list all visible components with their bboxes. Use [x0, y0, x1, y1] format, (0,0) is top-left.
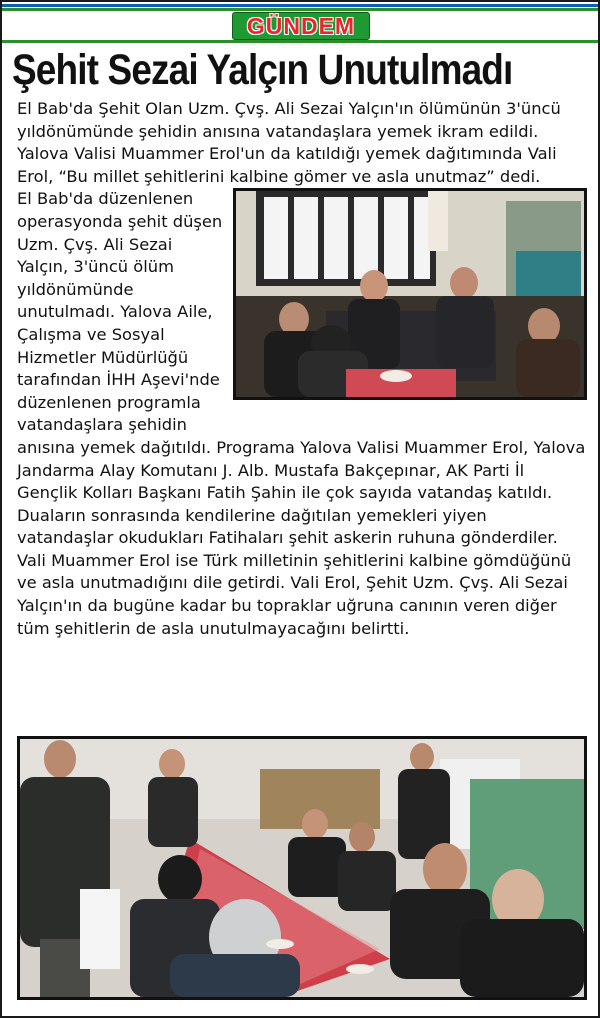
- section-header: [2, 12, 598, 38]
- photo-community-meal: [17, 736, 587, 1000]
- article-lead: El Bab'da Şehit Olan Uzm. Çvş. Ali Sezai Yalçın'ın ölümünün 3'üncü yıldönümünde şehidin anısına vatandaşlara yemek ikram edildi. Yalova Valisi Muammer Erol'un da katıldığı yemek dağıtımında Vali Erol, “Bu millet şehitlerini kalbine gömer ve asla unutmaz” dedi.: [17, 99, 561, 186]
- section-label: GÜNDEM: [232, 12, 370, 40]
- top-color-band: [2, 4, 598, 11]
- article-body: [17, 98, 587, 640]
- photo-officials-illustration: [236, 191, 584, 397]
- photo-meal-illustration: [20, 739, 584, 997]
- article-text: [17, 188, 587, 640]
- article-headline: Şehit Sezai Yalçın Unutulmadı: [12, 46, 513, 94]
- article-text-content: El Bab'da düzenlenen operasyonda şehit düşen Uzm. Çvş. Ali Sezai Yalçın, 3'üncü ölüm yıldönümünde unutulmadı. Yalova Aile, Çalışma ve Sosyal Hizmetler Müdürlüğü tarafından İHH Aşevi'nde düzenlenen programla vatandaşlara şehidin anısına yemek dağıtıldı. Programa Yalova Valisi Muammer Erol, Yalova Jandarma Alay Komutanı J. Alb. Mustafa Bakçepınar, AK Parti İl Gençlik Kolları Başkanı Fatih Şahin ile çok sayıda vatandaş katıldı. Duaların sonrasında kendilerine dağıtılan yemekleri yiyen vatandaşlar okudukları Fatihaları şehit askerin ruhuna gönderdiler. Vali Muammer Erol ise Türk milletinin şehitlerini kalbine gömdüğünü ve asla unutmadığını dile getirdi. Vali Erol, Şehit Uzm. Çvş. Ali Sezai Yalçın'ın da bugüne kadar bu topraklar uğruna canının veren diğer tüm şehitlerin de asla unutulmayacağını belirtti.: [17, 189, 586, 638]
- photo-officials-seated: [233, 188, 587, 400]
